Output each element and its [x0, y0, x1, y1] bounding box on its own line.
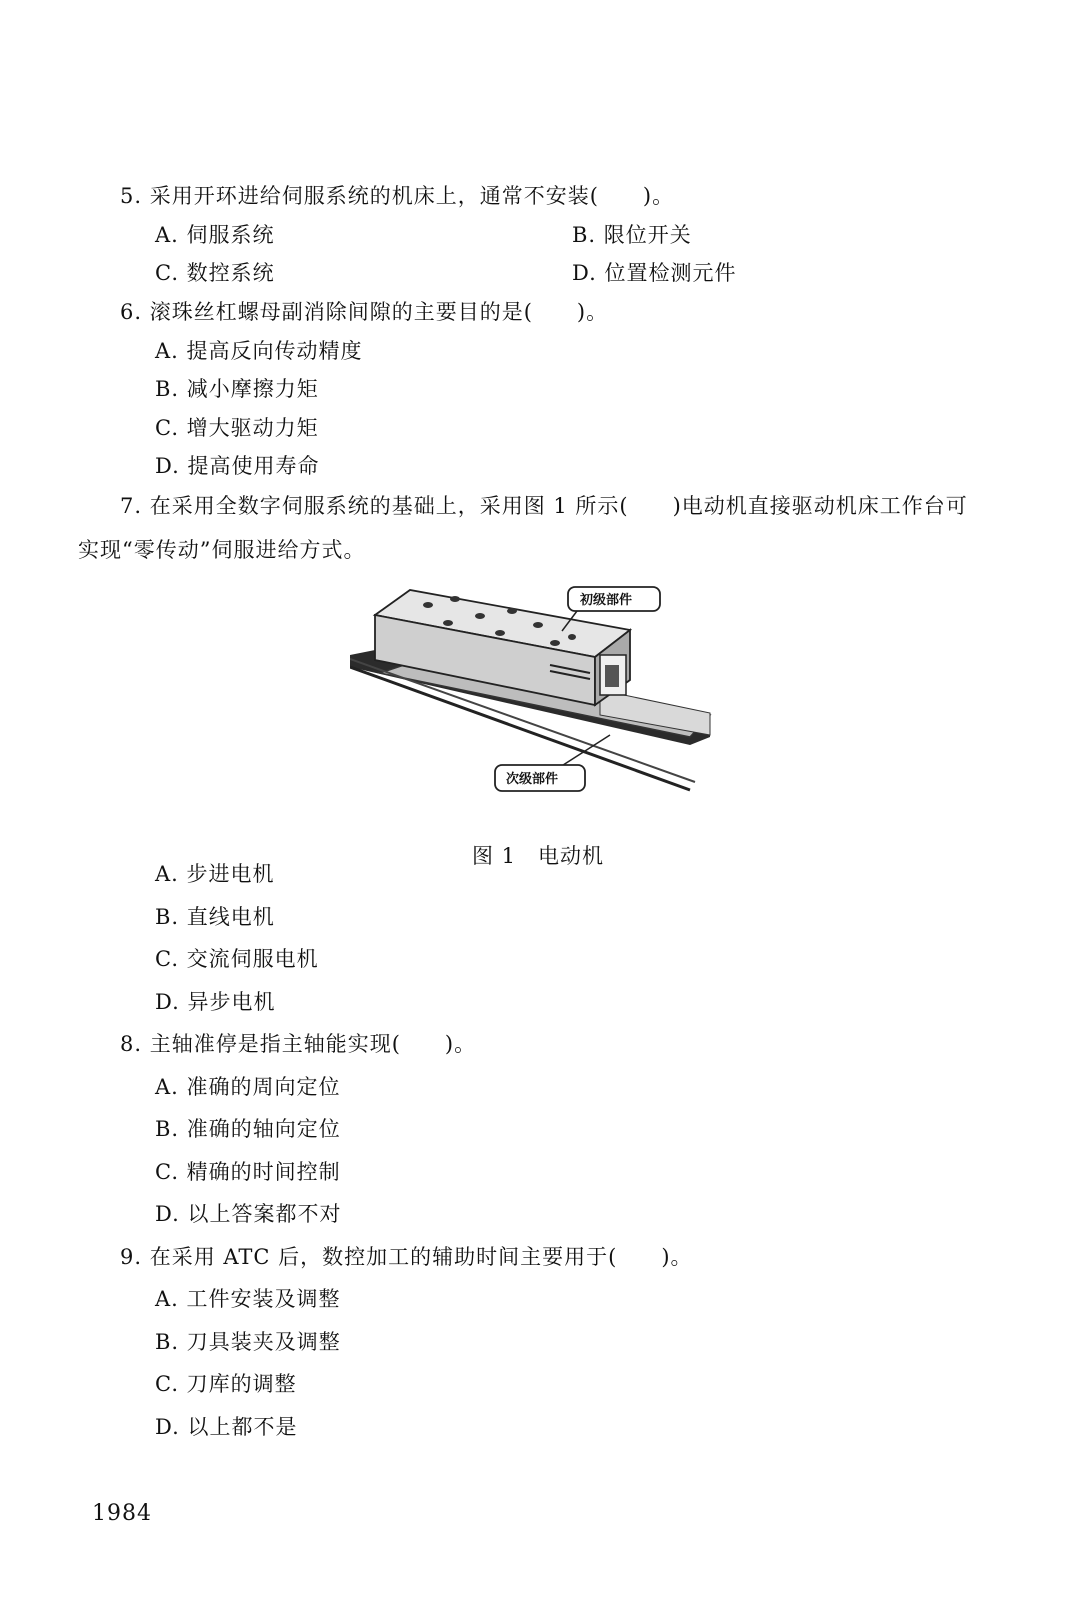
- q6-option-d: D. 提高使用寿命: [155, 454, 320, 478]
- q7-option-a: A. 步进电机: [155, 862, 275, 886]
- figure-caption: 图 1 电动机: [472, 844, 605, 868]
- q9-option-d: D. 以上都不是: [155, 1415, 298, 1439]
- linear-motor-illustration: [350, 585, 720, 820]
- q8-option-b: B. 准确的轴向定位: [155, 1117, 341, 1141]
- q5-stem: 5. 采用开环进给伺服系统的机床上，通常不安装( )。: [120, 184, 675, 208]
- linear-motor-figure: [350, 585, 720, 820]
- q7-option-b: B. 直线电机: [155, 905, 275, 929]
- q7-option-c: C. 交流伺服电机: [155, 947, 319, 971]
- q7-stem-line2: 实现“零传动”伺服进给方式。: [78, 538, 366, 562]
- q9-option-b: B. 刀具装夹及调整: [155, 1330, 341, 1354]
- q8-option-c: C. 精确的时间控制: [155, 1160, 341, 1184]
- q9-option-a: A. 工件安装及调整: [155, 1287, 341, 1311]
- page-number: 1984: [92, 1501, 152, 1526]
- callout-secondary-pointer: [560, 735, 610, 767]
- callout-secondary-label: 次级部件: [506, 772, 559, 787]
- q6-option-c: C. 增大驱动力矩: [155, 416, 319, 440]
- q5-option-a: A. 伺服系统: [155, 223, 275, 247]
- q6-option-a: A. 提高反向传动精度: [155, 339, 363, 363]
- q7-option-d: D. 异步电机: [155, 990, 276, 1014]
- q5-option-c: C. 数控系统: [155, 261, 275, 285]
- q6-stem: 6. 滚珠丝杠螺母副消除间隙的主要目的是( )。: [120, 300, 609, 324]
- q5-option-d: D. 位置检测元件: [572, 261, 737, 285]
- q8-option-d: D. 以上答案都不对: [155, 1202, 342, 1226]
- q8-stem: 8. 主轴准停是指主轴能实现( )。: [120, 1032, 477, 1056]
- q7-stem-line1: 7. 在采用全数字伺服系统的基础上，采用图 1 所示( )电动机直接驱动机床工作台可: [120, 494, 968, 518]
- q9-stem: 9. 在采用 ATC 后，数控加工的辅助时间主要用于( )。: [120, 1245, 693, 1269]
- q8-option-a: A. 准确的周向定位: [155, 1075, 341, 1099]
- q6-option-b: B. 减小摩擦力矩: [155, 377, 319, 401]
- q9-option-c: C. 刀库的调整: [155, 1372, 297, 1396]
- connector-port: [605, 665, 619, 687]
- callout-primary-label: 初级部件: [580, 593, 633, 608]
- q5-option-b: B. 限位开关: [572, 223, 692, 247]
